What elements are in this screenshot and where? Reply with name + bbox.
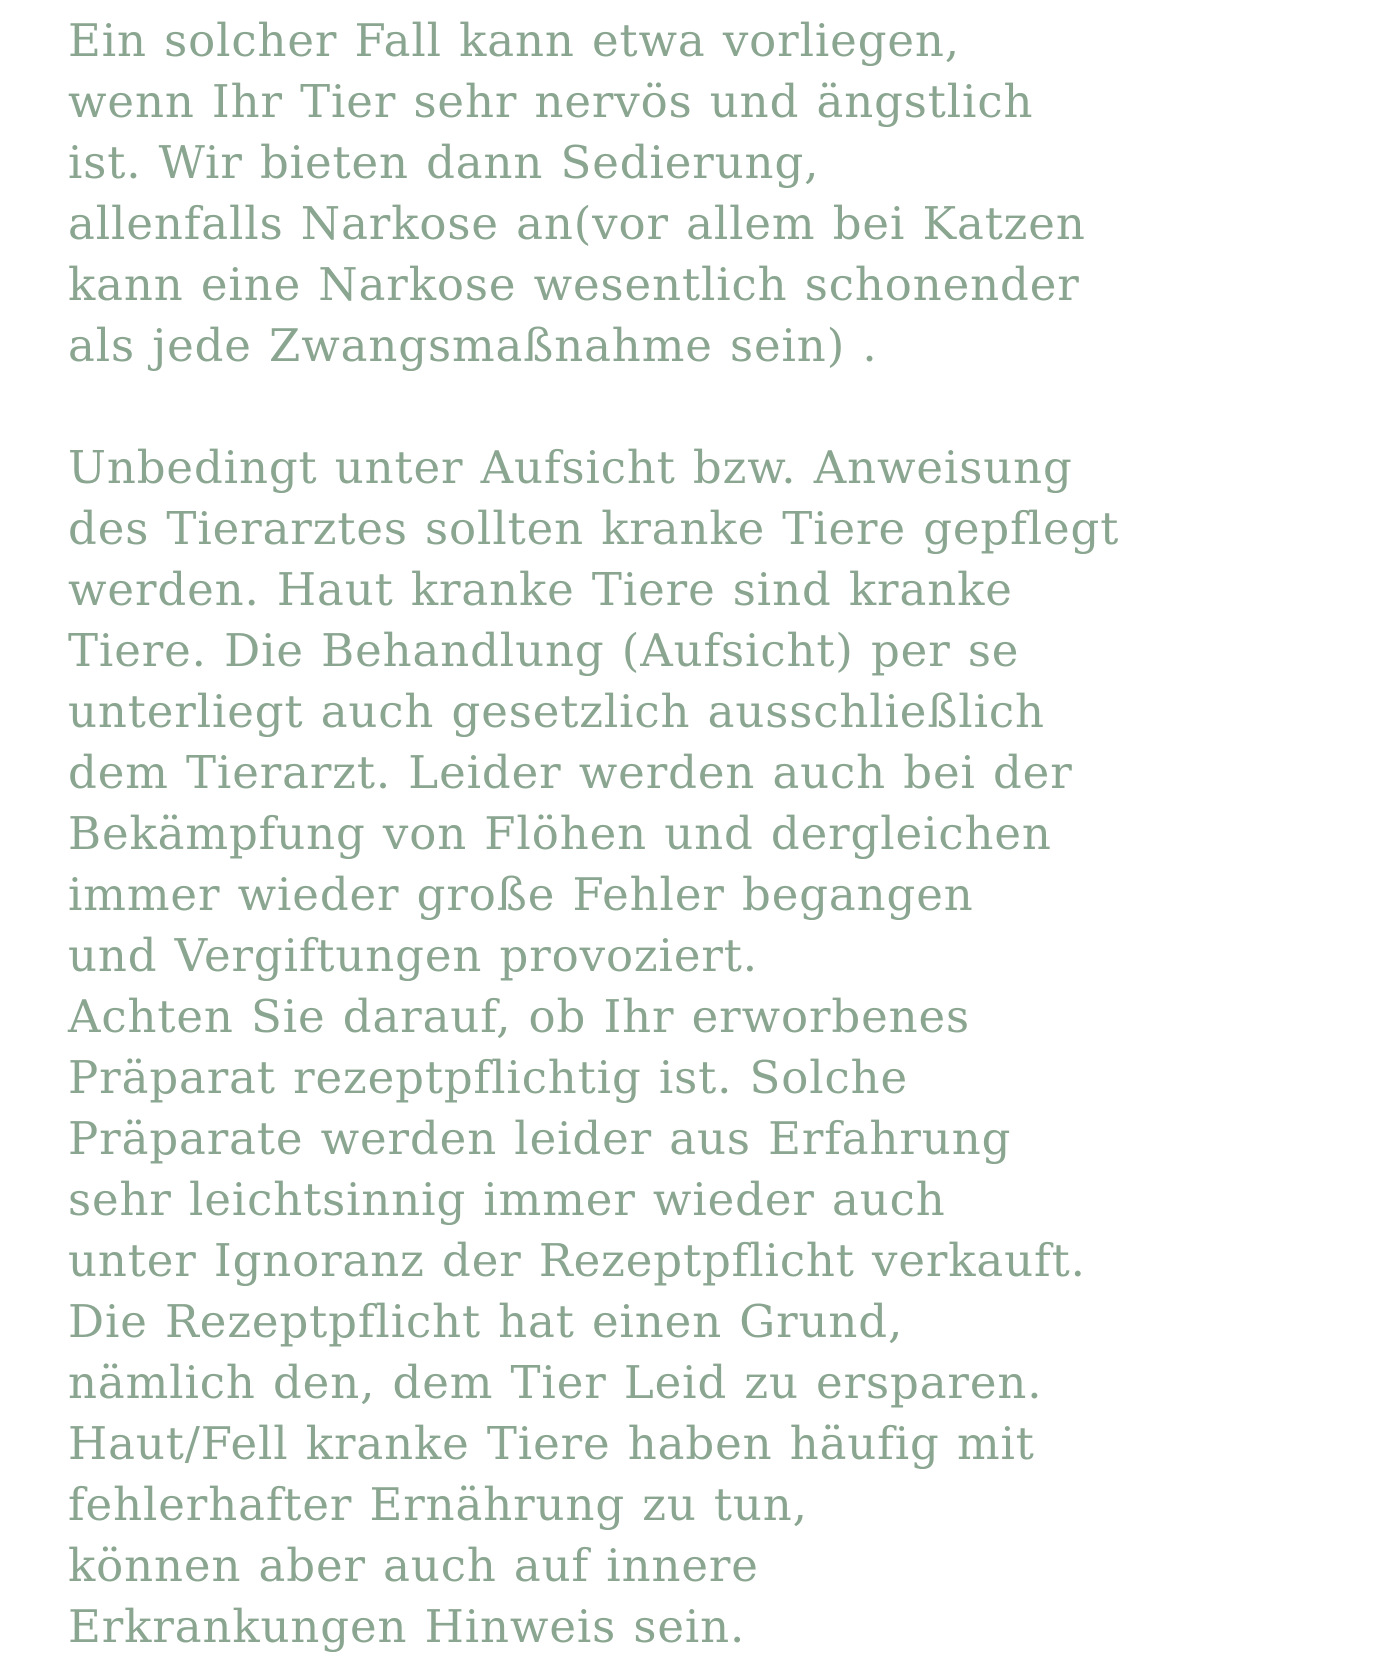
- text-line: Präparat rezeptpflichtig ist. Solche: [68, 1051, 909, 1104]
- text-line: Die Rezeptpflicht hat einen Grund,: [68, 1295, 904, 1348]
- text-line: sehr leichtsinnig immer wieder auch: [68, 1173, 946, 1226]
- text-line: kann eine Narkose wesentlich schonender: [68, 258, 1080, 311]
- text-line: unter Ignoranz der Rezeptpflicht verkauft.: [68, 1234, 1086, 1287]
- text-line: Unbedingt unter Aufsicht bzw. Anweisung: [68, 441, 1073, 494]
- text-line: fehlerhafter Ernährung zu tun,: [68, 1478, 808, 1531]
- text-line: als jede Zwangsmaßnahme sein) .: [68, 319, 878, 372]
- text-line: ist. Wir bieten dann Sedierung,: [68, 136, 820, 189]
- paragraph-sedation: [68, 10, 1388, 376]
- text-line: Achten Sie darauf, ob Ihr erworbenes: [68, 990, 971, 1043]
- text-line: und Vergiftungen provoziert.: [68, 929, 758, 982]
- text-line: Ein solcher Fall kann etwa vorliegen,: [68, 14, 961, 67]
- text-line: Präparate werden leider aus Erfahrung: [68, 1112, 1012, 1165]
- text-line: dem Tierarzt. Leider werden auch bei der: [68, 746, 1073, 799]
- text-line: immer wieder große Fehler begangen: [68, 868, 974, 921]
- text-line: Haut/Fell kranke Tiere haben häufig mit: [68, 1417, 1035, 1470]
- paragraph-supervision: [68, 437, 1388, 1657]
- text-line: Tiere. Die Behandlung (Aufsicht) per se: [68, 624, 1020, 677]
- text-line: Bekämpfung von Flöhen und dergleichen: [68, 807, 1052, 860]
- text-line: wenn Ihr Tier sehr nervös und ängstlich: [68, 75, 1034, 128]
- text-line: des Tierarztes sollten kranke Tiere gepflegt: [68, 502, 1120, 555]
- text-line: können aber auch auf innere: [68, 1539, 759, 1592]
- text-line: werden. Haut kranke Tiere sind kranke: [68, 563, 1013, 616]
- text-line: Erkrankungen Hinweis sein.: [68, 1600, 746, 1653]
- text-line: unterliegt auch gesetzlich ausschließlich: [68, 685, 1045, 738]
- text-line: allenfalls Narkose an(vor allem bei Katzen: [68, 197, 1086, 250]
- text-line: nämlich den, dem Tier Leid zu ersparen.: [68, 1356, 1043, 1409]
